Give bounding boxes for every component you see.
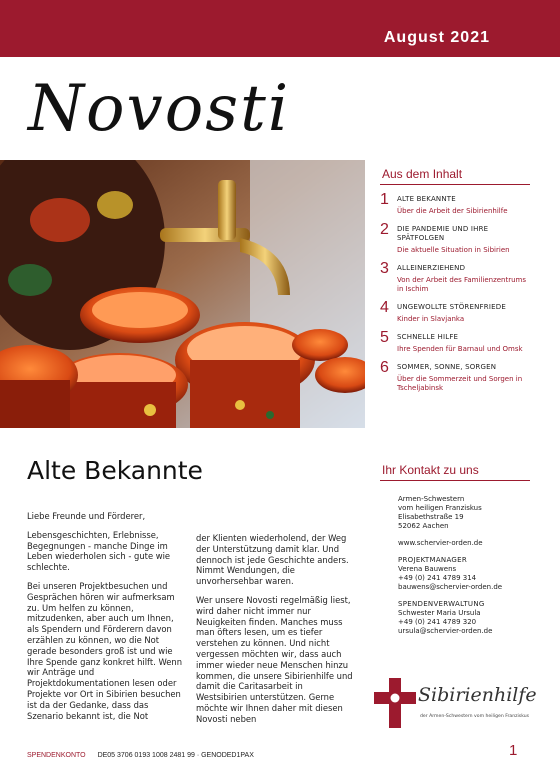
sibirienhilfe-logo	[374, 674, 537, 734]
toc-number: 2	[380, 221, 389, 238]
toc-title: DIE PANDEMIE UND IHRE SPÄTFOLGEN	[397, 225, 489, 242]
toc-title: UNGEWOLLTE STÖRENFRIEDE	[397, 303, 506, 311]
project-manager-name: Verena Bauwens	[398, 565, 457, 573]
toc-item[interactable]	[380, 221, 530, 255]
project-manager-email[interactable]: bauwens@schervier-orden.de	[398, 583, 503, 591]
bank-account-number: DE05 3706 0193 1008 2481 99 · GENODED1PAX	[97, 752, 254, 759]
toc-title: ALLEINERZIEHEND	[397, 264, 466, 272]
article-title: Alte Bekannte	[27, 456, 203, 485]
toc-subtitle: Von der Arbeit des Familienzentrums in Ischim	[397, 276, 527, 293]
donation-admin-name: Schwester Maria Ursula	[398, 609, 481, 617]
contact-website[interactable]: www.schervier-orden.de	[398, 539, 483, 547]
article-column-1	[27, 511, 187, 729]
toc-subtitle: Über die Sommerzeit und Sorgen in Tscheljabinsk	[397, 375, 523, 392]
contact-heading: Ihr Kontakt zu uns	[380, 459, 530, 481]
logo-wordmark: Sibirienhilfe	[418, 684, 537, 706]
article-paragraph: Bei unseren Projektbesuchen und Gesprächen hören wir aufmerksam zu. Um helfen zu können, mitzudenken, aber auch um Ihnen, als Spendern und Förderern davon erzählen zu können, wo die Not gerade besonders groß ist und wie Ihre Spende ganz konkret hilft. Wenn wir Anträge und Projektdokumentationen lesen oder Projekte vor Ort in Sibirien besuchen ist da der Gedanke, dass das Szenario bekannt ist, die Not	[27, 580, 183, 721]
toc-heading: Aus dem Inhalt	[380, 163, 530, 185]
donation-admin-label: SPENDENVERWALTUNG	[398, 600, 485, 608]
address-line: Elisabethstraße 19	[398, 513, 464, 521]
toc-number: 3	[380, 260, 389, 277]
address-line: 52062 Aachen	[398, 522, 449, 530]
contact-box	[380, 459, 530, 644]
cover-photo	[0, 160, 365, 428]
toc-subtitle: Kinder in Slavjanka	[397, 315, 465, 323]
toc-title: ALTE BEKANNTE	[397, 195, 456, 203]
header-bar	[0, 0, 560, 57]
article-paragraph: Liebe Freunde und Förderer,	[27, 511, 146, 521]
toc-subtitle: Ihre Spenden für Barnaul und Omsk	[397, 345, 523, 353]
project-manager-phone: +49 (0) 241 4789 314	[398, 574, 477, 582]
toc-subtitle: Die aktuelle Situation in Sibirien	[397, 246, 510, 254]
page-number: 1	[509, 742, 518, 759]
article-paragraph: Lebensgeschichten, Erlebnisse, Begegnungen - manche Dinge im Leben wiederholen sich - gute wie schlechte.	[27, 529, 171, 573]
toc-number: 1	[380, 191, 389, 208]
project-manager-label: PROJEKTMANAGER	[398, 556, 468, 564]
logo-tagline: der Armen-Schwestern vom heiligen Franziskus	[420, 714, 530, 719]
toc-item[interactable]	[380, 329, 530, 354]
article-column-2	[196, 533, 356, 733]
toc-item[interactable]	[380, 299, 530, 324]
footer-bank-account	[27, 752, 254, 759]
donation-admin-email[interactable]: ursula@schervier-orden.de	[398, 627, 493, 635]
bank-account-label: SPENDENKONTO	[27, 752, 86, 759]
masthead-title: Novosti	[28, 72, 291, 146]
cross-emblem-icon	[374, 678, 416, 728]
toc-list	[380, 191, 530, 393]
address-line: Armen-Schwestern	[398, 495, 465, 503]
donation-admin-block	[398, 600, 530, 636]
toc-item[interactable]	[380, 359, 530, 393]
table-of-contents	[380, 163, 530, 402]
toc-title: SOMMER, SONNE, SORGEN	[397, 363, 497, 371]
article-paragraph: Wer unsere Novosti regelmäßig liest, wird daher nicht immer nur Neuigkeiten finden. Manches muss man öfters lesen, um es tiefer verstehen zu können. Und nicht vergessen möchten wir, dass auch immer wieder neue Menschen hinzu kommen, die unsere Sibirienhilfe und damit die Caritasarbeit in Westsibirien unterstützen. Gerne möchte wir Ihnen daher mit diesen Novosti neben	[196, 594, 353, 724]
toc-item[interactable]	[380, 191, 530, 216]
toc-number: 6	[380, 359, 389, 376]
toc-number: 5	[380, 329, 389, 346]
toc-title: SCHNELLE HILFE	[397, 333, 459, 341]
address-line: vom heiligen Franziskus	[398, 504, 482, 512]
toc-number: 4	[380, 299, 389, 316]
contact-address	[398, 495, 530, 531]
toc-subtitle: Über die Arbeit der Sibirienhilfe	[397, 207, 508, 215]
article-paragraph: der Klienten wiederholend, der Weg der Unterstützung damit klar. Und dennoch ist jede Geschichte anders. Nimmt Wendungen, die unvorhersehbar waren.	[196, 533, 349, 587]
project-manager-block	[398, 556, 530, 592]
issue-date: August 2021	[383, 29, 490, 46]
donation-admin-phone: +49 (0) 241 4789 320	[398, 618, 477, 626]
toc-item[interactable]	[380, 260, 530, 294]
